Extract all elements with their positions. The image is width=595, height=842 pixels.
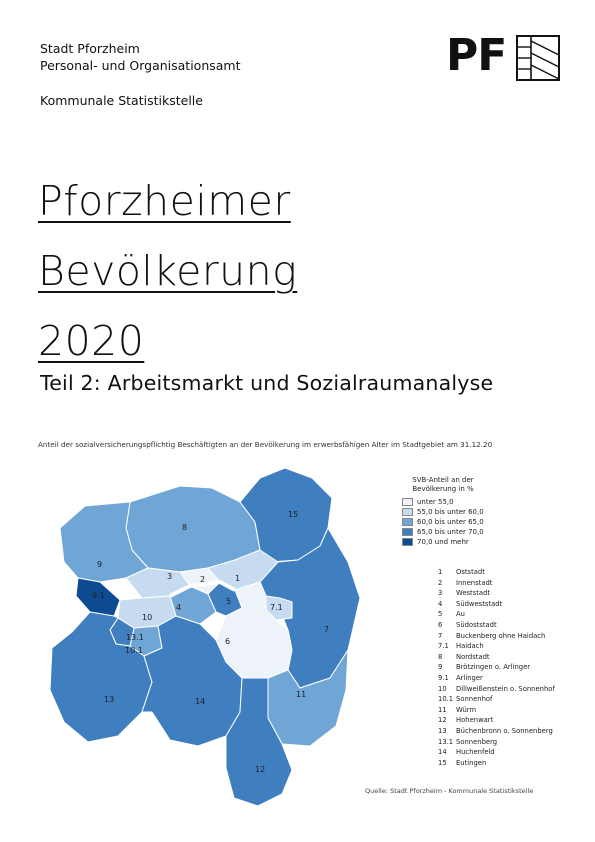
legend-item (402, 517, 484, 527)
district-number: 8 (438, 652, 443, 661)
legend-title-line-1: SVB-Anteil an der (412, 476, 474, 484)
map-caption: Anteil der sozialversicherungspflichtig Beschäftigten an der Bevölkerung im erwerbsfähigen Alter im Stadtgebiet am 31.12.20 (38, 440, 493, 449)
map-label-3: 3 (167, 572, 173, 581)
district-name: Buckenberg ohne Haidach (456, 631, 546, 640)
district-name: Südoststadt (456, 620, 497, 629)
legend-item (402, 507, 484, 517)
map-label-7-1: 7.1 (270, 603, 283, 612)
district-name: Haidach (456, 642, 484, 651)
map-label-2: 2 (200, 575, 206, 584)
district-number: 13 (438, 726, 447, 735)
legend-label: 60,0 bis unter 65,0 (417, 518, 484, 526)
district-list-item (438, 726, 555, 737)
map-label-1: 1 (235, 574, 241, 583)
map-label-9-1: 9.1 (92, 591, 105, 600)
district-list-item (438, 694, 555, 705)
document-subtitle: Teil 2: Arbeitsmarkt und Sozialraumanalyse (40, 371, 494, 395)
title-line-3: 2020 (38, 317, 145, 365)
district-name: Dillweißenstein o. Sonnenhof (456, 684, 555, 693)
district-list-item (438, 662, 555, 673)
district-name: Huchenfeld (456, 748, 495, 757)
district-number: 9.1 (438, 673, 449, 682)
legend-swatch (402, 528, 413, 536)
district-name: Oststadt (456, 568, 485, 576)
district-list-item (438, 620, 555, 631)
district-list-item (438, 588, 555, 599)
district-number: 1 (438, 568, 443, 576)
district-name: Südweststadt (456, 599, 503, 608)
legend-title (402, 476, 484, 494)
map-label-14: 14 (195, 697, 206, 706)
district-map (30, 450, 375, 810)
district-list-item (438, 747, 555, 758)
map-label-10-1: 10.1 (125, 646, 143, 655)
legend-swatch (402, 538, 413, 546)
district-name: Arlinger (456, 673, 483, 682)
district-list-item (438, 567, 555, 578)
district-number: 10.1 (438, 695, 454, 704)
district-number: 9 (438, 663, 443, 672)
legend-title-line-2: Bevölkerung in % (412, 485, 474, 493)
district-list-item (438, 609, 555, 620)
district-list-item (438, 673, 555, 684)
legend-label: 65,0 bis unter 70,0 (417, 528, 484, 536)
district-number: 13.1 (438, 737, 454, 746)
logo-text: PF (446, 30, 507, 81)
district-number: 3 (438, 589, 443, 598)
title-line-1: Pforzheimer (38, 177, 291, 225)
district-number: 4 (438, 599, 443, 608)
district-number: 12 (438, 716, 447, 725)
district-name: Au (456, 610, 465, 619)
map-source: Quelle: Stadt Pforzheim - Kommunale Statistikstelle (365, 787, 534, 795)
statistics-office: Kommunale Statistikstelle (40, 93, 203, 108)
map-legend (402, 476, 484, 547)
map-label-8: 8 (182, 523, 188, 532)
district-name: Brötzingen o. Arlinger (456, 663, 531, 672)
logo-mark-icon (516, 35, 560, 81)
district-list-item (438, 684, 555, 695)
district-number: 7 (438, 631, 443, 640)
district-list-item (438, 705, 555, 716)
map-label-12: 12 (255, 765, 266, 774)
legend-label: 55,0 bis unter 60,0 (417, 508, 484, 516)
district-list-item (438, 641, 555, 652)
district-number: 14 (438, 748, 447, 757)
district-number: 10 (438, 684, 447, 693)
district-name: Sonnenberg (456, 737, 498, 746)
map-label-9: 9 (97, 560, 103, 569)
map-label-5: 5 (226, 597, 232, 606)
district-number: 2 (438, 578, 443, 587)
title-line-2: Bevölkerung (38, 247, 298, 295)
district-list-item (438, 715, 555, 726)
district-list-item (438, 631, 555, 642)
district-name: Hohenwart (456, 716, 494, 725)
organization-block (40, 40, 241, 109)
document-title (38, 166, 297, 376)
legend-swatch (402, 508, 413, 516)
district-number: 5 (438, 610, 443, 619)
district-name: Weststadt (456, 589, 491, 598)
org-department: Personal- und Organisationsamt (40, 58, 241, 73)
district-number: 15 (438, 758, 447, 767)
district-name: Eutingen (456, 758, 487, 767)
map-label-4: 4 (176, 603, 182, 612)
district-list-item (438, 599, 555, 610)
map-label-13-1: 13.1 (126, 633, 144, 642)
legend-swatch (402, 498, 413, 506)
district-list-item (438, 578, 555, 589)
legend-item (402, 537, 484, 547)
map-label-10: 10 (142, 613, 153, 622)
map-label-15: 15 (288, 510, 299, 519)
district-name: Sonnenhof (456, 695, 493, 704)
district-name: Würm (456, 705, 477, 714)
district-name: Büchenbronn o. Sonnenberg (456, 726, 553, 735)
city-logo (446, 30, 561, 81)
map-label-11: 11 (296, 690, 307, 699)
org-name: Stadt Pforzheim (40, 41, 140, 56)
district-list (438, 567, 555, 768)
district-name: Nordstadt (456, 652, 490, 661)
district-name: Innenstadt (456, 578, 493, 587)
district-list-item (438, 737, 555, 748)
district-number: 6 (438, 620, 443, 629)
legend-item (402, 527, 484, 537)
legend-label: 70,0 und mehr (417, 538, 469, 546)
map-label-13: 13 (104, 695, 115, 704)
district-number: 11 (438, 705, 447, 714)
legend-swatch (402, 518, 413, 526)
district-number: 7.1 (438, 642, 449, 651)
legend-label: unter 55,0 (417, 498, 454, 506)
map-label-7: 7 (324, 625, 330, 634)
legend-item (402, 497, 484, 507)
district-list-item (438, 652, 555, 663)
map-label-6: 6 (225, 637, 231, 646)
district-list-item (438, 758, 555, 769)
